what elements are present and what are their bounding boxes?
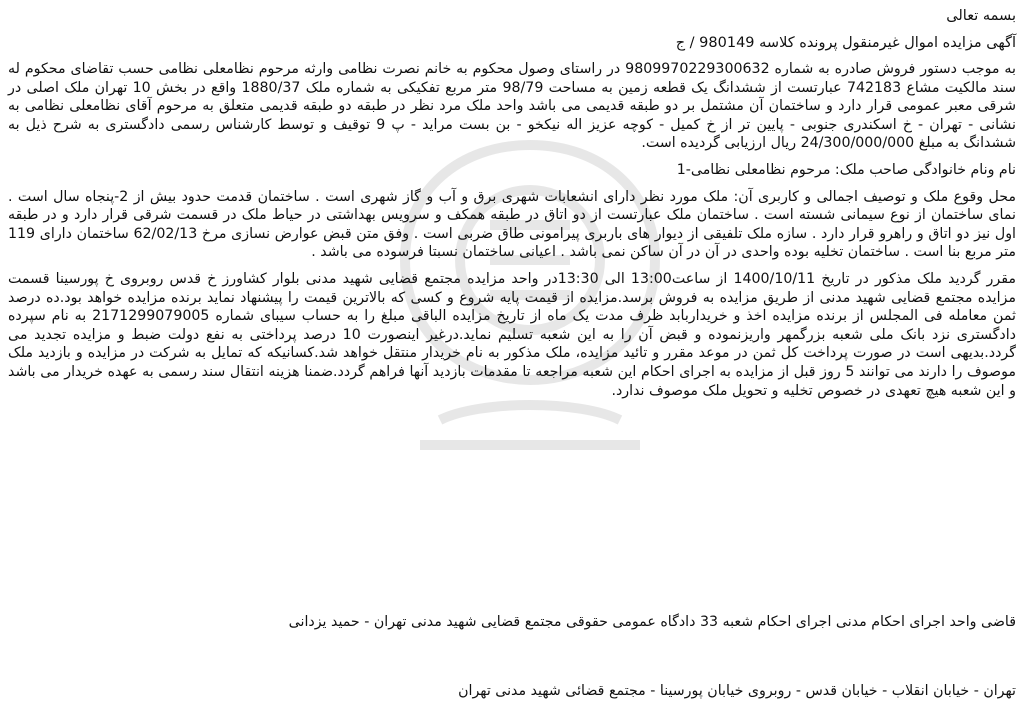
basmala-heading: بسمه تعالی <box>946 8 1016 24</box>
property-description-paragraph: محل وقوع ملک و توصیف اجمالی و کاربری آن: ملک مورد نظر دارای انشعابات شهری برق و آب و گاز شهری است . ساختمان قدمت حدود بیش از 2-پنجاه سال است . نمای ساختمان از نوع سیمانی شسته است . ساختمان ملک عبارتست از دو اتاق در طبقه همکف و سرویس بهداشتی در حیاط ملک در قسمت شرقی قرار دارد و در طبقه اول نیز دو اتاق و راهرو قرار دارد . سازه ملک تلفیقی از دیوار های باربری پیرامونی طاق ضربی است . وفق متن قبض عوارض نسازی مرخ 62/02/13 ساختمان دارای 119 متر مربع بنا است . ساختمان تخلیه بوده واحدی در آن در آن ساکن نمی باشد . اعیانی ساختمان نسبتا فرسوده می باشد . <box>8 188 1016 261</box>
owner-line: نام ونام خانوادگی صاحب ملک: مرحوم نظامعلی نظامی-1 <box>676 161 1016 178</box>
judge-signature-line: قاضی واحد اجرای احکام مدنی اجرای احکام شعبه 33 دادگاه عمومی حقوقی مجتمع قضایی شهید مدنی تهران - حمید یزدانی <box>288 614 1016 631</box>
notice-title: آگهی مزایده اموال غیرمنقول پرونده کلاسه 980149 / ج <box>675 35 1016 51</box>
sale-order-paragraph: به موجب دستور فروش صادره به شماره 9809970229300632 در راستای وصول محکوم به خانم نصرت نظامی وارثه مرحوم نظامعلی نظامی حسب تقاضای محکوم له سند مالکیت مشاع 742183 عبارتست از ششدانگ یک قطعه زمین به مساحت 98/79 متر مربع تفکیکی به شماره ملک 1880/37 واقع در بخش 10 تهران ملک اصلی در شرقی معبر عمومی قرار دارد و ساختمان آن مشتمل بر دو طبقه قدیمی می باشد واحد ملک مرد نظر در طبقه دو طبقه قدیمی متعلق به مرحوم آقای نظامعلی نظامی به نشانی - تهران - خ اسکندری جنوبی - پایین تر از خ کمیل - کوچه عزیز اله نیکخو - بن بست مراید - پ 9 توقیف و توسط کارشناس رسمی دادگستری به شرح ذیل به ششدانگ به مبلغ 24/300/000/000 ریال ارزیابی گردیده است. <box>8 61 1017 152</box>
auction-terms-paragraph: مقرر گردید ملک مذکور در تاریخ 1400/10/11 از ساعت13:00 الی 13:30در واحد مزایده مجتمع قضایی شهید مدنی بلوار کشاورز خ قدس روبروی خ پورسینا قسمت مزایده مجتمع قضایی شهید مدنی از طریق مزایده به فروش برسد.مزایده از قیمت پایه شروع و کسی که بالاترین قیمت را پیشنهاد نماید برنده مزایده خواهد بود.ده درصد ثمن معامله فی المجلس از برنده مزایده اخذ و خریداربابد ظرف مدت یک ماه از تاریخ مزایده الباقی مبلغ را به حساب سیبای شماره 2171299079005 به نام سپرده دادگستری نزد بانک ملی شعبه بزرگمهر واریزنموده و قبض آن را به این شعبه تسلیم نماید.درغیر اینصورت 10 درصد پرداختی به نفع دولت ضبط و مزایده تجدید می گردد.بدیهی است در صورت پرداخت کل ثمن در موعد مقرر و تائید مزایده، ملک مذکور به نام خریدار منتقل خواهد شد.کسانیکه که تمایل به شرکت در مزایده و بازدید ملک موصوف را دارند می توانند 5 روز قبل از مزایده به اجرای احکام این شعبه مراجعه تا مقدمات بازدید آنها فراهم گردد.ضمنا هزینه انتقال سند رسمی به عهده خریدار می باشد و این شعبه هیچ تعهدی در خصوص تخلیه و تحویل ملک موصوف ندارد. <box>8 270 1017 399</box>
notice-body <box>8 6 1016 400</box>
court-address-line: تهران - خیابان انقلاب - خیابان قدس - روبروی خیابان پورسینا - مجتمع قضائی شهید مدنی تهران <box>458 683 1016 700</box>
